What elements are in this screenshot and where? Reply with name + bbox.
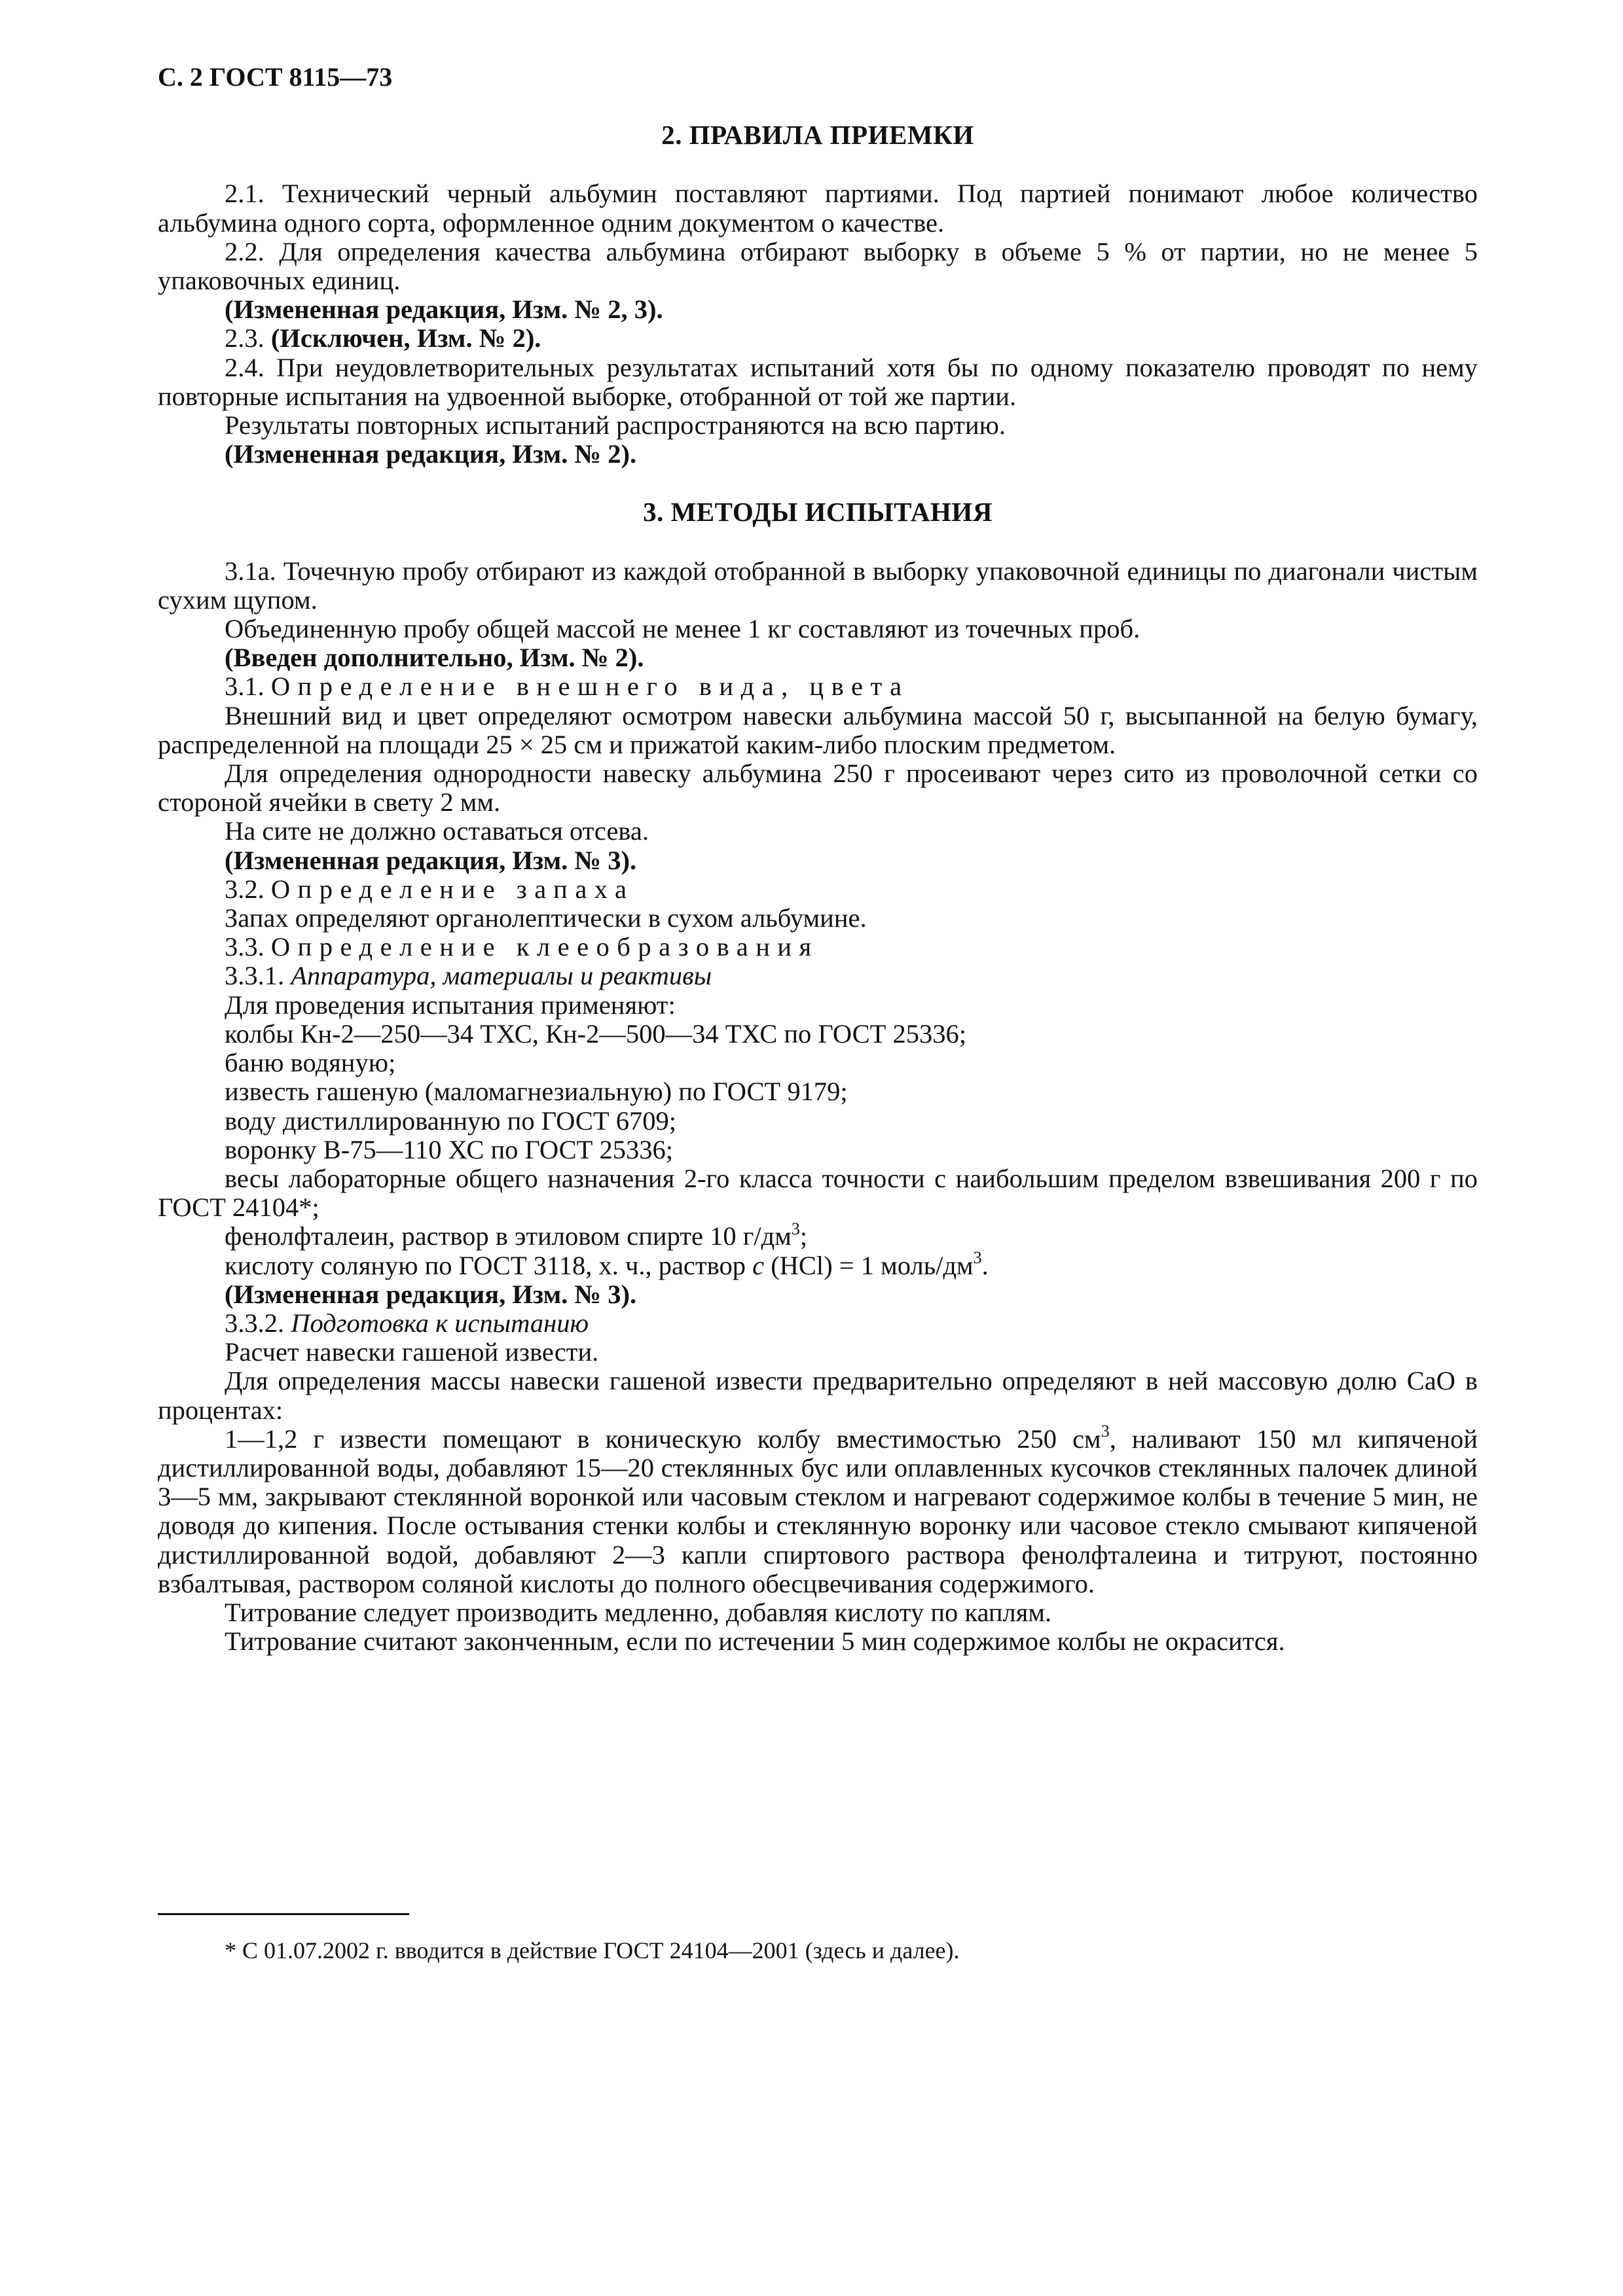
paragraph-3-3-2-d: Титрование следует производить медленно, добавляя кислоту по каплям. xyxy=(225,1597,1052,1627)
italic-heading: Аппаратура, материалы и реактивы xyxy=(291,961,712,991)
spaced-heading: Определение внешнего вида, цвета xyxy=(270,672,909,702)
paragraph-3-2: Запах определяют органолептически в сухом альбумине. xyxy=(225,903,867,933)
paragraph-2-1: 2.1. Технический черный альбумин поставляют партиями. Под партией понимают любое количество альбумина одного сорта, оформленное одним документом о качестве. xyxy=(158,179,1478,238)
heading-3-2: 3.2. Определение запаха xyxy=(225,874,634,904)
list-item: колбы Кн-2—250—34 ТХС, Кн-2—500—34 ТХС по ГОСТ 25336; xyxy=(225,1018,966,1049)
addition-note: (Введен дополнительно, Изм. № 2). xyxy=(225,643,644,673)
paragraph-3-1a-cont: Объединенную пробу общей массой не менее 1 кг составляют из точечных проб. xyxy=(225,614,1140,644)
paragraph-3-1-a: Внешний вид и цвет определяют осмотром навески альбумина массой 50 г, высыпанной на белую бумагу, распределенной на площади 25 × 25 см и прижатой каким-либо плоским предметом. xyxy=(158,700,1478,759)
heading-3-1: 3.1. Определение внешнего вида, цвета xyxy=(225,672,909,702)
heading-3-3: 3.3. Определение клееобразования xyxy=(225,932,819,962)
italic-heading: Подготовка к испытанию xyxy=(291,1308,589,1338)
list-item: весы лабораторные общего назначения 2-го класса точности с наибольшим пределом взвешивания 200 г по ГОСТ 24104*; xyxy=(158,1163,1478,1223)
amendment-note: (Измененная редакция, Изм. № 3). xyxy=(225,845,637,875)
footnote: * С 01.07.2002 г. вводится в действие ГОСТ 24104—2001 (здесь и далее). xyxy=(225,1937,960,1964)
paragraph-3-3-2-c: 1—1,2 г извести помещают в коническую колбу вместимостью 250 $см^3$, наливают 150 мл кипяченой дистиллированной воды, добавляют 15—20 стеклянных бус или оплавленных кусочков стеклянных палочек длиной 3—5 мм, закрывают стеклянной воронкой или часовым стеклом и нагревают содержимое колбы в течение 5 мин, не доводя до кипения. После остывания стенки колбы и стеклянную воронку или часовое стекло смывают кипяченой дистиллированной водой, добавляют 2—3 капли спиртового раствора фенолфталеина и титруют, постоянно взбалтывая, раствором соляной кислоты до полного обесцвечивания содержимого. xyxy=(158,1422,1478,1598)
list-item: баню водяную; xyxy=(225,1048,396,1078)
heading-3-3-1: 3.3.1. Аппаратура, материалы и реактивы xyxy=(225,961,712,991)
paragraph-3-1a: 3.1а. Точечную пробу отбирают из каждой отобранной в выборку упаковочной единицы по диагонали чистым сухим щупом. xyxy=(158,556,1478,615)
paragraph-3-3-2-b: Для определения массы навески гашеной извести предварительно определяют в ней массовую долю CaO в процентах: xyxy=(158,1366,1478,1425)
list-item: воронку В-75—110 ХС по ГОСТ 25336; xyxy=(225,1134,674,1164)
paragraph-3-3-2-e: Титрование считают законченным, если по истечении 5 мин содержимое колбы не окрасится. xyxy=(225,1626,1285,1657)
list-item: фенолфталеин, раствор в этиловом спирте 10 $г/дм^3$; xyxy=(225,1219,808,1251)
spaced-heading: Определение клееобразования xyxy=(270,932,819,962)
footnote-separator xyxy=(158,1913,409,1915)
list-item: известь гашеную (маломагнезиальную) по ГОСТ 9179; xyxy=(225,1077,848,1107)
paragraph-2-3 xyxy=(158,324,1478,353)
spaced-heading: Определение запаха xyxy=(270,874,634,904)
paragraph-3-3-2-a: Расчет навески гашеной извести. xyxy=(225,1337,599,1367)
paragraph-3-3-1-intro: Для проведения испытания применяют: xyxy=(225,990,676,1020)
paragraph-2-4-cont: Результаты повторных испытаний распространяются на всю партию. xyxy=(225,410,1006,440)
paragraph-2-2: 2.2. Для определения качества альбумина отбирают выборку в объеме 5 % от партии, но не менее 5 упаковочных единиц. xyxy=(158,236,1478,296)
running-head: С. 2 ГОСТ 8115—73 xyxy=(158,62,393,92)
paragraph-3-1-b: Для определения однородности навеску альбумина 250 г просеивают через сито из проволочной сетки со стороной ячейки в свету 2 мм. xyxy=(158,759,1478,817)
clause-number: 2.3. xyxy=(225,323,264,353)
section-2-title: 2. ПРАВИЛА ПРИЕМКИ xyxy=(661,120,974,151)
page-content xyxy=(158,63,1478,1656)
amendment-note: (Измененная редакция, Изм. № 2). xyxy=(225,439,637,469)
section-3-title: 3. МЕТОДЫ ИСПЫТАНИЯ xyxy=(643,497,993,528)
list-item: кислоту соляную по ГОСТ 3118, х. ч., раствор с (HCl) = 1 моль/$дм^3$. xyxy=(225,1248,989,1280)
excluded-note: (Исключен, Изм. № 2). xyxy=(270,323,541,353)
paragraph-2-4: 2.4. При неудовлетворительных результатах испытаний хотя бы по одному показателю проводят по нему повторные испытания на удвоенной выборке, отобранной от той же партии. xyxy=(158,352,1478,411)
paragraph-3-1-c: На сите не должно оставаться отсева. xyxy=(225,816,649,846)
amendment-note: (Измененная редакция, Изм. № 3). xyxy=(225,1279,637,1309)
heading-3-3-2: 3.3.2. Подготовка к испытанию xyxy=(225,1308,589,1338)
amendment-note: (Измененная редакция, Изм. № 2, 3). xyxy=(225,295,663,325)
list-item: воду дистиллированную по ГОСТ 6709; xyxy=(225,1105,677,1136)
